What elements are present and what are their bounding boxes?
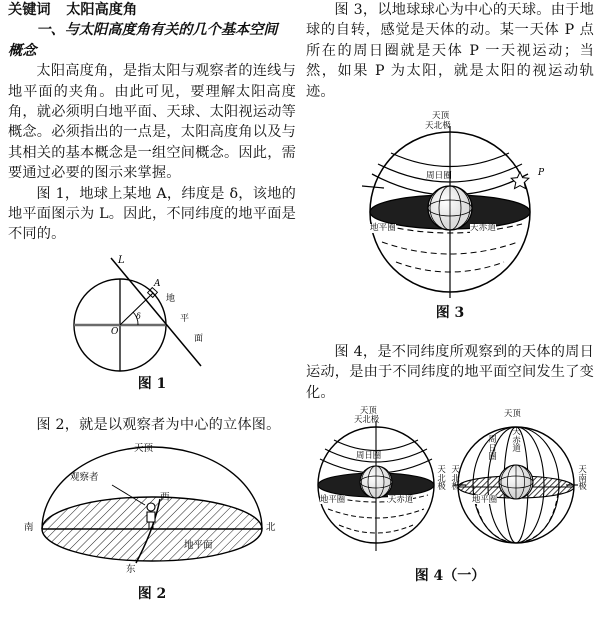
- fig4-left-label-north-pole-top: 天北极: [354, 414, 380, 425]
- fig4-left-label-north-pole-side: 天北极: [437, 464, 446, 492]
- fig2-label-south: 南: [24, 522, 34, 534]
- fig4-right-label-south-pole: 天南极: [578, 464, 587, 492]
- figure-3-caption: 图 3: [435, 305, 465, 322]
- fig4-right-label-north-pole: 天北极: [451, 464, 460, 492]
- fig1-label-O: O: [111, 326, 119, 337]
- paragraph-figure3-desc: 图 3，以地球球心为中心的天球。由于地球的自转，感觉是天体的动。某一天体 P 点所在的周日圈就是天体 P 一天视运动；当然，如果 P 为太阳，就是太阳的视运动轨迹。: [306, 2, 594, 100]
- paragraph-figure1-desc: 图 1，地球上某地 A，纬度是 δ，该地的地平面图示为 L。因此，不同纬度的地平面是不同的。: [8, 185, 296, 243]
- section-heading-line2: 概念: [8, 42, 37, 59]
- fig4-left-label-horizon-circle: 地平圈: [320, 494, 346, 505]
- section-heading-line1: 一、与太阳高度角有关的几个基本空间: [36, 22, 278, 39]
- fig4-right-label-horizon-circle: 地平圈: [472, 494, 498, 505]
- right-column: [306, 0, 594, 585]
- fig3-label-horizon-circle: 地平圈: [370, 223, 396, 234]
- observer-head: [147, 503, 155, 511]
- figure-2-drawing: [8, 441, 296, 581]
- fig4-left-label-celestial-equator: 天赤道: [388, 494, 414, 505]
- fig1-label-A: A: [154, 278, 161, 289]
- left-column: [8, 0, 296, 603]
- figure-2: [8, 441, 296, 581]
- fig2-label-east: 东: [126, 564, 136, 576]
- fig2-label-north: 北: [266, 522, 276, 534]
- figure-4-left-sphere: [318, 421, 434, 551]
- figure-3: [306, 111, 594, 298]
- paragraph-figure4-desc: 图 4，是不同纬度所观察到的天体的周日运动，是由于不同纬度的地平面空间发生了变化。: [306, 344, 594, 401]
- fig1-label-plane-char3: 面: [194, 333, 204, 344]
- figure-1-drawing: [8, 253, 296, 375]
- keyword-value: 太阳高度角: [66, 2, 138, 18]
- horizon-line-L: [111, 258, 204, 366]
- fig4-left-label-zenith: 天顶: [360, 405, 377, 416]
- figure-1-caption: 图 1: [137, 375, 167, 392]
- fig1-label-plane-char2: 平: [180, 313, 190, 324]
- fig3-label-celestial-equator: 天赤道: [470, 223, 496, 234]
- fig3-label-diurnal-circle: 周日圈: [426, 171, 452, 182]
- paragraph-figure2-desc: 图 2，就是以观察者为中心的立体图。: [36, 416, 281, 433]
- figure-4-drawing: [306, 413, 594, 561]
- fig3-label-zenith: 天顶: [432, 111, 450, 122]
- fig4-right-label-zenith: 天顶: [504, 408, 521, 419]
- fig1-label-L: L: [118, 254, 125, 266]
- fig2-label-west: 西: [160, 492, 170, 504]
- figure-2-caption: 图 2: [137, 586, 167, 603]
- fig2-label-horizon-plane: 地平面: [184, 540, 213, 552]
- figure-1: [8, 253, 296, 375]
- fig4-right-label-celestial-equator: 天赤道: [512, 426, 521, 454]
- fig4-right-label-diurnal-circle: 周日圈: [488, 434, 497, 462]
- keyword-line: [8, 0, 296, 20]
- figure-3-drawing: [306, 116, 594, 298]
- fig2-label-observer: 观察者: [70, 472, 99, 484]
- figure-4-caption: 图 4（一）: [414, 568, 486, 585]
- fig3-label-north-pole: 天北极: [425, 121, 451, 132]
- fig1-label-delta: δ: [136, 311, 141, 321]
- figure-4: [306, 405, 594, 561]
- fig1-label-plane-char1: 地: [166, 293, 176, 304]
- fig2-label-zenith: 天顶: [134, 443, 154, 455]
- keyword-label: 关键词: [8, 2, 51, 18]
- paragraph-definition: 太阳高度角，是指太阳与观察者的连线与地平面的夹角。由此可见，要理解太阳高度角，就必须明白地平面、天球、太阳视运动等概念。必须指出的一点是，太阳高度角以及与其相关的基本概念是一组空间概念。因此，需要通过必要的图示来掌握。: [8, 63, 296, 182]
- observer-body: [147, 512, 155, 522]
- fig3-label-body-p: P: [538, 168, 545, 179]
- fig4-left-label-diurnal-circle: 周日圈: [356, 450, 382, 461]
